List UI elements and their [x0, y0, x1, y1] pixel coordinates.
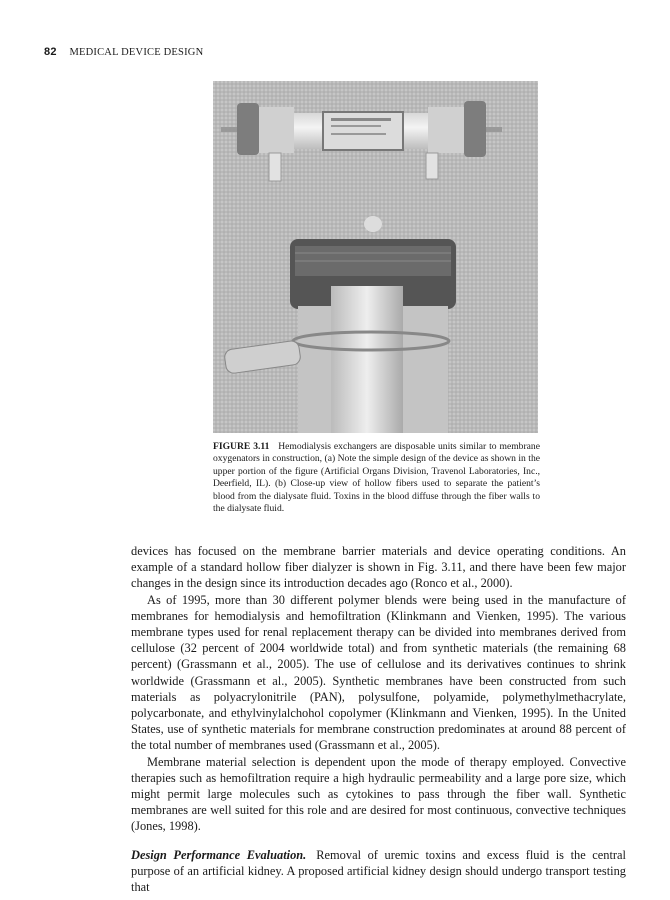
photo-panel-a	[213, 81, 538, 214]
figure-photo-dialyzer	[213, 81, 538, 433]
page-number: 82	[44, 46, 57, 58]
section-paragraph	[131, 847, 626, 896]
figure-label: FIGURE 3.11	[213, 441, 270, 452]
paragraph: devices has focused on the membrane barrier materials and device operating conditions. An example of a standard hollow fiber dialyzer is shown in Fig. 3.11, and there have been few major changes in the design since its introduction decades ago (Ronco et al., 2000).	[131, 544, 626, 591]
paragraph: Membrane material selection is dependent upon the mode of therapy employed. Convective therapies such as hemofiltration require a high hydraulic permeability and a large pore size, which might permit large molecules such as cytokines to pass through the fiber wall. Synthetic membranes are well suited for this role and are desired for most continuous, convective techniques (Jones, 1998).	[131, 754, 626, 834]
section-text: Removal of uremic toxins and excess fluid is the central purpose of an artificial kidney. A proposed artificial kidney design should undergo transport testing that	[131, 847, 626, 895]
figure-caption	[213, 441, 540, 515]
paragraph: As of 1995, more than 30 different polymer blends were being used in the manufacture of membranes for hemodialysis and hemofiltration (Klinkmann and Vienken, 1995). The various membrane types used for renal replacement therapy can be divided into membranes derived from cellulose (32 percent of 2004 worldwide total) and from synthetic materials (the remaining 68 percent) (Grassmann et al., 2005). The use of cellulose and its derivatives continues to shrink worldwide (Grassmann et al., 2005). Synthetic membranes have been constructed from such materials as polyacrylonitrile (PAN), polysulfone, polyamide, polymethylmethacrylate, polycarbonate, and ethylvinylalchohol copolymer (Klinkmann and Vienken, 1995). In the United States, use of synthetic materials for membrane construction predominates at around 88 percent of the total number of membranes used (Grassmann et al., 2005).	[131, 592, 626, 753]
running-title: MEDICAL DEVICE DESIGN	[69, 47, 204, 58]
section-heading: Design Performance Evaluation.	[131, 847, 307, 862]
body-text	[131, 543, 626, 895]
running-header	[44, 46, 203, 58]
photo-panel-b	[213, 214, 538, 433]
figure-caption-text: Hemodialysis exchangers are disposable units similar to membrane oxygenators in construction, (a) Note the simple design of the device as shown in the upper portion of the figure (Artificial Organs Division, Travenol Laboratories, Inc., Deerfield, IL). (b) Close-up view of hollow fibers used to separate the patient’s blood from the dialysate fluid. Toxins in the blood diffuse through the fiber walls to the dialysate fluid.	[213, 441, 540, 515]
